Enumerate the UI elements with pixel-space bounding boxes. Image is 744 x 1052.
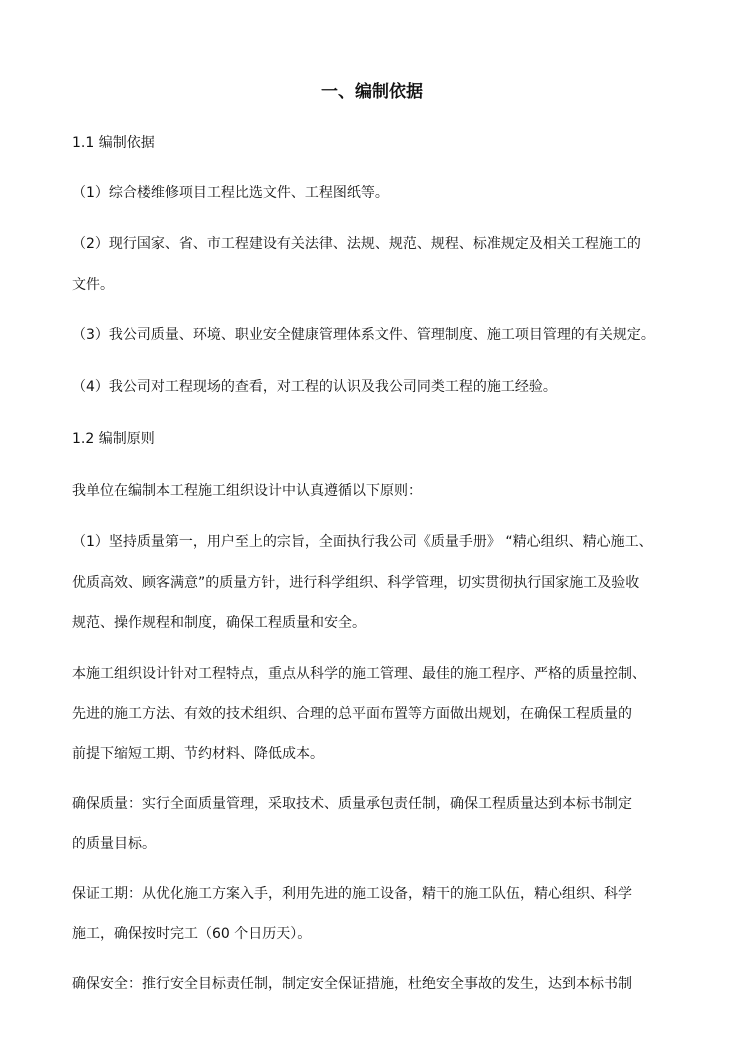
paragraph-line: （3）我公司质量、环境、职业安全健康管理体系文件、管理制度、施工项目管理的有关规定。 xyxy=(72,327,655,343)
section-heading-1-2: 1.2 编制原则 xyxy=(72,431,155,447)
paragraph-line: 优质高效、顾客满意”的质量方针，进行科学组织、科学管理，切实贯彻执行国家施工及验收 xyxy=(72,575,640,591)
section-heading-1-1: 1.1 编制依据 xyxy=(72,135,155,151)
paragraph-line: 保证工期：从优化施工方案入手，利用先进的施工设备，精干的施工队伍，精心组织、科学 xyxy=(72,886,632,902)
paragraph-line: （1）坚持质量第一，用户至上的宗旨，全面执行我公司《质量手册》 “精心组织、精心施工、 xyxy=(72,534,653,550)
paragraph-line: 本施工组织设计针对工程特点，重点从科学的施工管理、最佳的施工程序、严格的质量控制、 xyxy=(72,666,646,682)
paragraph-line: 文件。 xyxy=(72,277,114,293)
paragraph-line: 确保安全：推行安全目标责任制，制定安全保证措施，杜绝安全事故的发生，达到本标书制 xyxy=(72,976,632,992)
paragraph-line: （4）我公司对工程现场的查看，对工程的认识及我公司同类工程的施工经验。 xyxy=(72,379,557,395)
paragraph-line: （1）综合楼维修项目工程比选文件、工程图纸等。 xyxy=(72,185,389,201)
paragraph-line: 确保质量：实行全面质量管理，采取技术、质量承包责任制，确保工程质量达到本标书制定 xyxy=(72,796,632,812)
paragraph-line: （2）现行国家、省、市工程建设有关法律、法规、规范、规程、标准规定及相关工程施工的 xyxy=(72,236,641,252)
paragraph-line: 先进的施工方法、有效的技术组织、合理的总平面布置等方面做出规划，在确保工程质量的 xyxy=(72,706,632,722)
paragraph-line: 施工，确保按时完工（60 个日历天）。 xyxy=(72,926,312,942)
paragraph-line: 规范、操作规程和制度，确保工程质量和安全。 xyxy=(72,615,366,631)
paragraph-line: 的质量目标。 xyxy=(72,836,156,852)
page-title: 一、编制依据 xyxy=(321,82,423,102)
paragraph-line: 前提下缩短工期、节约材料、降低成本。 xyxy=(72,746,324,762)
paragraph-line: 我单位在编制本工程施工组织设计中认真遵循以下原则： xyxy=(72,483,422,499)
